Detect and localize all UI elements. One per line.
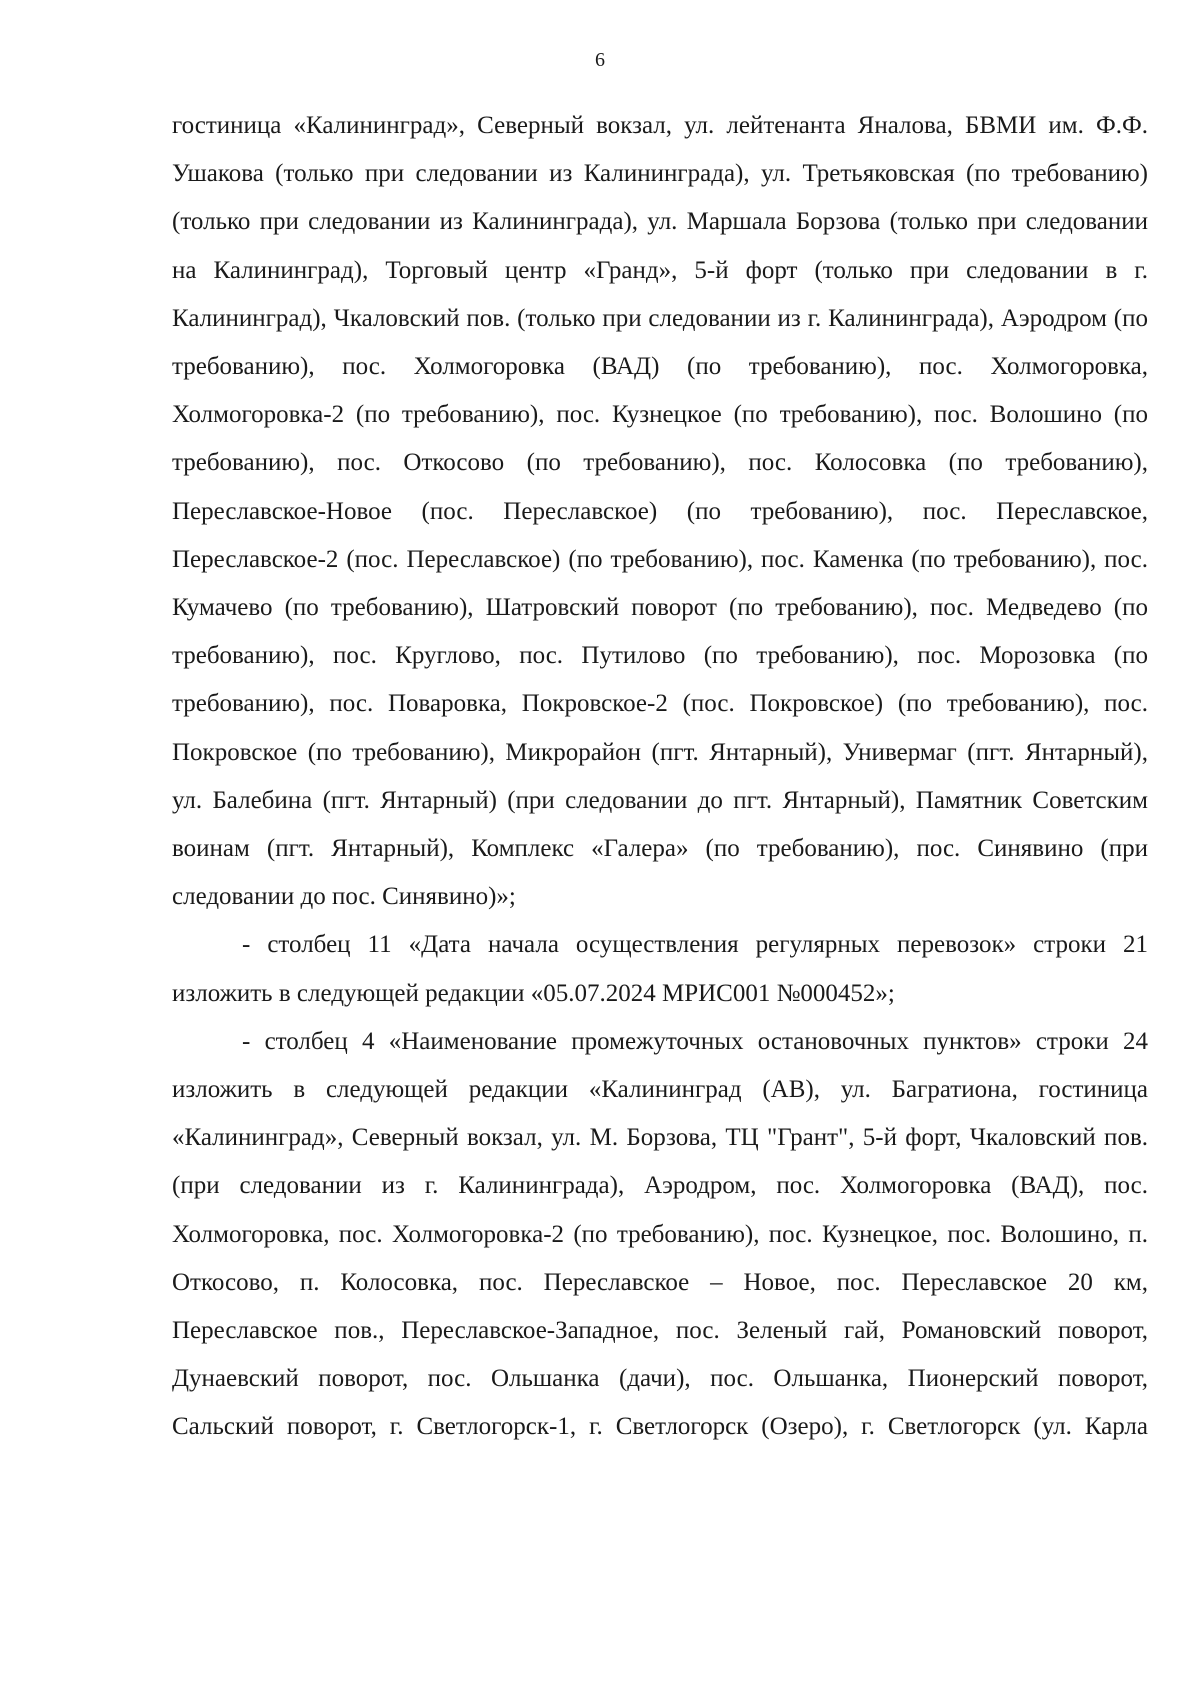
document-body: [172, 102, 1148, 1452]
paragraph-stop-list-continuation: гостиница «Калининград», Северный вокзал, ул. лейтенанта Яналова, БВМИ им. Ф.Ф. Ушакова (только при следовании из Калининграда), ул. Третьяковская (по требованию) (только при следовании из Калининграда), ул. Маршала Борзова (только при следовании на Калининград), Торговый центр «Гранд», 5-й форт (только при следовании в г. Калининград), Чкаловский пов. (только при следовании из г. Калининграда), Аэродром (по требованию), пос. Холмогоровка (ВАД) (по требованию), пос. Холмогоровка, Холмогоровка-2 (по требованию), пос. Кузнецкое (по требованию), пос. Волошино (по требованию), пос. Откосово (по требованию), пос. Колосовка (по требованию), Переславское-Новое (пос. Переславское) (по требованию), пос. Переславское, Переславское-2 (пос. Переславское) (по требованию), пос. Каменка (по требованию), пос. Кумачево (по требованию), Шатровский поворот (по требованию), пос. Медведево (по требованию), пос. Круглово, пос. Путилово (по требованию), пос. Морозовка (по требованию), пос. Поваровка, Покровское-2 (пос. Покровское) (по требованию), пос. Покровское (по требованию), Микрорайон (пгт. Янтарный), Универмаг (пгт. Янтарный), ул. Балебина (пгт. Янтарный) (при следовании до пгт. Янтарный), Памятник Советским воинам (пгт. Янтарный), Комплекс «Галера» (по требованию), пос. Синявино (при следовании до пос. Синявино)»;: [172, 112, 1148, 911]
page-number: 6: [595, 49, 605, 71]
paragraph-column-4-amendment: - столбец 4 «Наименование промежуточных остановочных пунктов» строки 24 изложить в следующей редакции «Калининград (АВ), ул. Багратиона, гостиница «Калининград», Северный вокзал, ул. М. Борзова, ТЦ "Грант", 5-й форт, Чкаловский пов. (при следовании из г. Калининграда), Аэродром, пос. Холмогоровка (ВАД), пос. Холмогоровка, пос. Холмогоровка-2 (по требованию), пос. Кузнецкое, пос. Волошино, п. Откосово, п. Колосовка, пос. Переславское – Новое, пос. Переславское 20 км, Переславское пов., Переславское-Западное, пос. Зеленый гай, Романовский поворот, Дунаевский поворот, пос. Ольшанка (дачи), пос. Ольшанка, Пионерский поворот, Сальский поворот, г. Светлогорск-1, г. Светлогорск (Озеро), г. Светлогорск (ул. Карла: [172, 1027, 1148, 1441]
paragraph-column-11-amendment: - столбец 11 «Дата начала осуществления регулярных перевозок» строки 21 изложить в следующей редакции «05.07.2024 МРИС001 №000452»;: [172, 931, 1148, 1007]
